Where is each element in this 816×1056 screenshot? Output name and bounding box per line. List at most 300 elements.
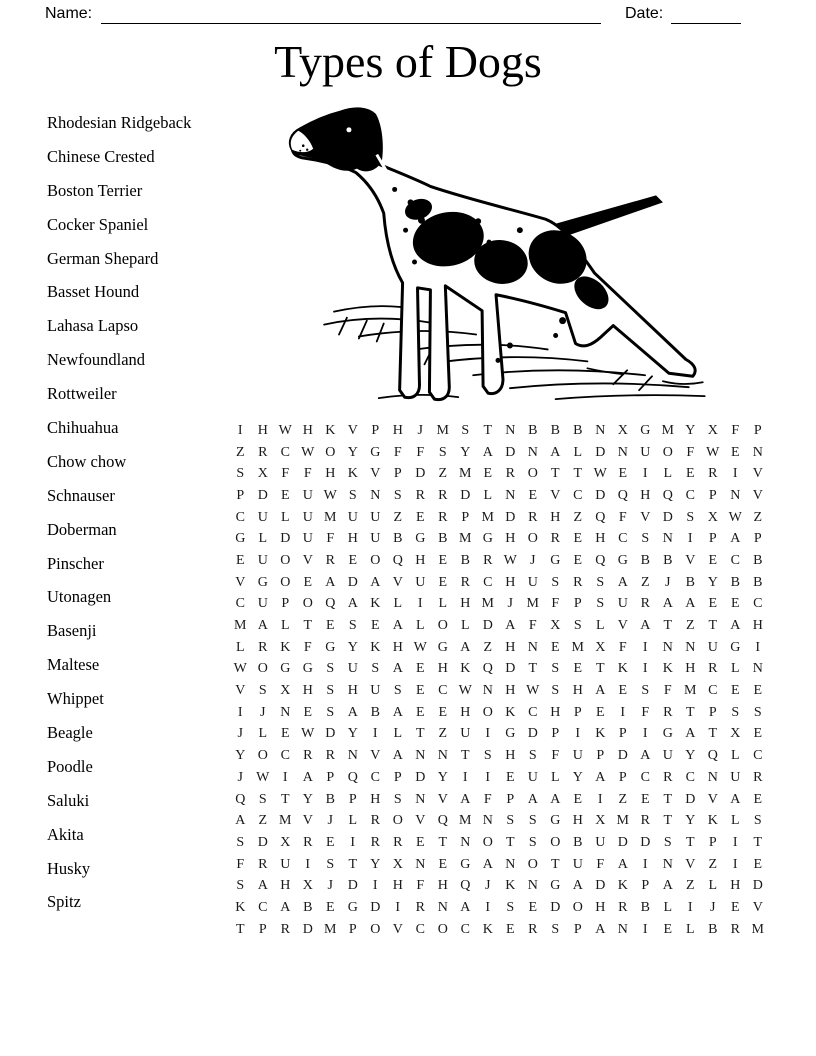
- grid-cell: J: [327, 813, 333, 829]
- grid-cell: R: [708, 466, 718, 482]
- grid-cell: E: [505, 921, 515, 937]
- grid-cell: R: [438, 509, 448, 525]
- grid-cell: T: [663, 813, 673, 829]
- word-list-item: Rottweiler: [47, 384, 117, 404]
- grid-cell: D: [662, 509, 673, 525]
- grid-cell: C: [753, 596, 763, 612]
- grid-cell: Z: [640, 574, 650, 590]
- grid-cell: Q: [235, 791, 246, 807]
- grid-cell: N: [505, 856, 516, 872]
- grid-cell: V: [235, 574, 246, 590]
- grid-cell: V: [550, 487, 561, 503]
- grid-cell: R: [325, 748, 335, 764]
- word-list-item: Lahasa Lapso: [47, 316, 139, 336]
- grid-cell: P: [596, 748, 605, 764]
- grid-cell: P: [753, 531, 762, 547]
- grid-cell: R: [640, 813, 650, 829]
- grid-cell: W: [526, 683, 540, 699]
- grid-cell: S: [326, 661, 335, 677]
- grid-cell: N: [662, 856, 673, 872]
- grid-cell: I: [642, 856, 648, 872]
- grid-cell: N: [460, 834, 471, 850]
- grid-cell: D: [595, 878, 606, 894]
- grid-cell: B: [528, 422, 538, 438]
- grid-cell: A: [595, 921, 606, 937]
- grid-cell: R: [325, 552, 335, 568]
- grid-cell: P: [753, 422, 762, 438]
- grid-cell: G: [550, 552, 561, 568]
- grid-cell: R: [280, 921, 290, 937]
- grid-cell: C: [685, 769, 695, 785]
- grid-cell: E: [595, 704, 605, 720]
- grid-cell: O: [370, 552, 381, 568]
- grid-cell: C: [573, 487, 583, 503]
- grid-cell: A: [550, 791, 561, 807]
- grid-cell: F: [281, 466, 290, 482]
- grid-cell: G: [617, 552, 628, 568]
- grid-cell: T: [235, 921, 245, 937]
- grid-cell: L: [730, 661, 740, 677]
- grid-cell: A: [685, 596, 696, 612]
- grid-cell: R: [393, 834, 403, 850]
- grid-cell: M: [661, 422, 674, 438]
- date-input-line[interactable]: [671, 23, 741, 24]
- grid-cell: S: [551, 683, 560, 699]
- grid-cell: P: [393, 769, 402, 785]
- grid-cell: A: [550, 444, 561, 460]
- grid-cell: A: [392, 661, 403, 677]
- grid-cell: X: [707, 509, 718, 525]
- grid-cell: M: [616, 813, 629, 829]
- grid-cell: C: [258, 899, 268, 915]
- grid-cell: A: [302, 769, 313, 785]
- grid-cell: N: [752, 444, 763, 460]
- grid-cell: X: [595, 639, 606, 655]
- grid-cell: D: [640, 834, 651, 850]
- grid-cell: E: [730, 683, 740, 699]
- grid-cell: O: [662, 444, 673, 460]
- grid-cell: J: [327, 878, 333, 894]
- grid-cell: V: [347, 422, 358, 438]
- grid-cell: U: [302, 509, 313, 525]
- grid-cell: V: [707, 791, 718, 807]
- grid-cell: K: [505, 704, 516, 720]
- grid-cell: G: [370, 444, 381, 460]
- grid-cell: R: [370, 813, 380, 829]
- grid-cell: I: [732, 834, 738, 850]
- grid-cell: M: [324, 921, 337, 937]
- grid-cell: J: [507, 596, 513, 612]
- grid-cell: S: [753, 704, 762, 720]
- grid-cell: V: [392, 921, 403, 937]
- grid-cell: R: [573, 574, 583, 590]
- grid-cell: X: [550, 618, 561, 634]
- name-input-line[interactable]: [101, 23, 601, 24]
- grid-cell: H: [595, 899, 606, 915]
- grid-cell: X: [280, 834, 291, 850]
- grid-cell: P: [641, 878, 650, 894]
- grid-cell: N: [415, 856, 426, 872]
- grid-cell: H: [460, 596, 471, 612]
- word-list-item: Saluki: [47, 790, 90, 810]
- grid-cell: I: [305, 856, 311, 872]
- grid-cell: K: [617, 878, 628, 894]
- grid-cell: Z: [393, 509, 403, 525]
- grid-cell: P: [708, 704, 717, 720]
- grid-cell: G: [505, 726, 516, 742]
- grid-cell: A: [595, 683, 606, 699]
- grid-cell: T: [663, 791, 673, 807]
- grid-cell: D: [460, 487, 471, 503]
- grid-cell: D: [280, 531, 291, 547]
- grid-cell: D: [347, 574, 358, 590]
- grid-cell: Q: [325, 596, 336, 612]
- grid-cell: V: [392, 574, 403, 590]
- grid-cell: S: [641, 531, 650, 547]
- grid-cell: S: [461, 422, 470, 438]
- grid-cell: B: [303, 899, 313, 915]
- grid-cell: I: [350, 834, 356, 850]
- grid-cell: B: [393, 531, 403, 547]
- grid-cell: O: [392, 813, 403, 829]
- grid-cell: P: [708, 487, 717, 503]
- grid-cell: U: [302, 531, 313, 547]
- grid-cell: P: [348, 791, 357, 807]
- grid-cell: B: [753, 552, 763, 568]
- grid-cell: E: [730, 899, 740, 915]
- grid-cell: N: [415, 791, 426, 807]
- grid-cell: F: [528, 618, 537, 634]
- grid-cell: H: [392, 639, 403, 655]
- grid-cell: O: [257, 748, 268, 764]
- grid-cell: E: [438, 704, 448, 720]
- grid-cell: A: [730, 618, 741, 634]
- grid-cell: I: [395, 899, 401, 915]
- grid-cell: R: [258, 639, 268, 655]
- grid-cell: Z: [573, 509, 583, 525]
- grid-cell: B: [753, 574, 763, 590]
- grid-cell: A: [662, 596, 673, 612]
- grid-cell: N: [347, 748, 358, 764]
- grid-cell: E: [573, 791, 583, 807]
- grid-cell: E: [573, 661, 583, 677]
- grid-cell: H: [460, 704, 471, 720]
- grid-cell: D: [505, 509, 516, 525]
- grid-cell: S: [326, 704, 335, 720]
- grid-cell: Q: [707, 748, 718, 764]
- grid-cell: L: [685, 921, 695, 937]
- grid-cell: H: [392, 422, 403, 438]
- grid-cell: D: [550, 899, 561, 915]
- grid-cell: K: [617, 661, 628, 677]
- grid-cell: I: [687, 531, 693, 547]
- grid-cell: R: [505, 466, 515, 482]
- grid-cell: Q: [662, 487, 673, 503]
- grid-cell: E: [438, 574, 448, 590]
- grid-cell: S: [236, 878, 245, 894]
- grid-cell: R: [415, 487, 425, 503]
- grid-cell: F: [596, 856, 605, 872]
- grid-cell: H: [685, 661, 696, 677]
- grid-cell: K: [595, 726, 606, 742]
- grid-cell: S: [551, 661, 560, 677]
- grid-cell: U: [257, 509, 268, 525]
- grid-cell: D: [325, 726, 336, 742]
- grid-cell: A: [640, 618, 651, 634]
- grid-cell: F: [416, 878, 425, 894]
- grid-cell: B: [663, 552, 673, 568]
- word-list-item: Cocker Spaniel: [47, 214, 149, 234]
- grid-cell: L: [235, 639, 245, 655]
- grid-cell: G: [302, 661, 313, 677]
- grid-cell: A: [325, 574, 336, 590]
- grid-cell: X: [302, 878, 313, 894]
- grid-cell: C: [753, 748, 763, 764]
- grid-cell: Y: [347, 444, 358, 460]
- grid-cell: E: [438, 856, 448, 872]
- grid-cell: O: [572, 899, 583, 915]
- dog-eye: [346, 127, 351, 132]
- grid-cell: I: [642, 639, 648, 655]
- grid-cell: R: [370, 834, 380, 850]
- grid-cell: B: [460, 552, 470, 568]
- grid-cell: O: [527, 856, 538, 872]
- grid-cell: A: [482, 444, 493, 460]
- word-list-item: Boston Terrier: [47, 180, 143, 200]
- grid-cell: V: [752, 466, 763, 482]
- grid-cell: V: [437, 791, 448, 807]
- grid-cell: U: [527, 769, 538, 785]
- grid-cell: R: [663, 769, 673, 785]
- grid-cell: A: [460, 899, 471, 915]
- grid-cell: N: [707, 769, 718, 785]
- grid-cell: N: [280, 704, 291, 720]
- grid-cell: A: [257, 618, 268, 634]
- grid-cell: N: [752, 661, 763, 677]
- grid-cell: U: [707, 639, 718, 655]
- grid-cell: I: [642, 726, 648, 742]
- grid-cell: T: [460, 748, 470, 764]
- grid-cell: U: [460, 726, 471, 742]
- grid-cell: O: [370, 921, 381, 937]
- grid-cell: I: [372, 726, 378, 742]
- grid-cell: D: [505, 661, 516, 677]
- grid-cell: O: [280, 574, 291, 590]
- grid-cell: I: [732, 856, 738, 872]
- grid-cell: F: [416, 444, 425, 460]
- grid-cell: A: [392, 704, 403, 720]
- grid-cell: N: [662, 639, 673, 655]
- word-list-item: Spitz: [47, 892, 81, 912]
- page-title: Types of Dogs: [274, 36, 542, 87]
- grid-cell: B: [708, 921, 718, 937]
- grid-cell: A: [505, 618, 516, 634]
- grid-cell: E: [573, 531, 583, 547]
- grid-cell: K: [370, 596, 381, 612]
- grid-cell: H: [257, 422, 268, 438]
- grid-cell: E: [573, 552, 583, 568]
- grid-cell: S: [528, 748, 537, 764]
- grid-cell: F: [236, 856, 245, 872]
- grid-cell: K: [347, 466, 358, 482]
- grid-cell: A: [235, 813, 246, 829]
- grid-cell: I: [732, 466, 738, 482]
- grid-cell: Y: [707, 574, 718, 590]
- grid-cell: G: [482, 531, 493, 547]
- grid-cell: Y: [685, 813, 696, 829]
- grid-cell: E: [325, 899, 335, 915]
- word-list-item: Whippet: [47, 689, 104, 709]
- grid-cell: K: [707, 813, 718, 829]
- grid-cell: E: [753, 726, 763, 742]
- grid-cell: S: [371, 661, 380, 677]
- grid-cell: R: [663, 704, 673, 720]
- grid-cell: F: [641, 704, 650, 720]
- grid-cell: L: [460, 618, 470, 634]
- grid-cell: C: [730, 552, 740, 568]
- grid-cell: S: [348, 487, 357, 503]
- grid-cell: A: [617, 856, 628, 872]
- grid-cell: B: [730, 574, 740, 590]
- grid-cell: J: [530, 552, 536, 568]
- grid-cell: W: [458, 683, 472, 699]
- grid-cell: U: [730, 769, 741, 785]
- grid-cell: T: [550, 466, 560, 482]
- grid-cell: H: [302, 422, 313, 438]
- word-list-item: Maltese: [47, 655, 100, 675]
- grid-cell: S: [393, 791, 402, 807]
- grid-cell: R: [303, 748, 313, 764]
- grid-cell: O: [527, 466, 538, 482]
- grid-cell: J: [485, 878, 491, 894]
- grid-cell: B: [370, 704, 380, 720]
- grid-cell: M: [279, 813, 292, 829]
- grid-cell: V: [752, 487, 763, 503]
- date-label: Date:: [625, 5, 664, 22]
- grid-cell: T: [573, 466, 583, 482]
- grid-cell: L: [663, 899, 673, 915]
- grid-cell: G: [640, 422, 651, 438]
- grid-cell: J: [665, 574, 671, 590]
- grid-cell: A: [482, 856, 493, 872]
- grid-cell: T: [528, 661, 538, 677]
- grid-cell: D: [595, 487, 606, 503]
- grid-cell: C: [415, 921, 425, 937]
- grid-cell: S: [528, 834, 537, 850]
- grid-cell: O: [527, 531, 538, 547]
- grid-cell: P: [708, 531, 717, 547]
- grid-cell: T: [685, 834, 695, 850]
- grid-cell: N: [730, 487, 741, 503]
- grid-cell: Z: [258, 813, 268, 829]
- grid-cell: O: [280, 552, 291, 568]
- grid-cell: T: [348, 856, 358, 872]
- grid-cell: E: [753, 856, 763, 872]
- grid-cell: I: [462, 769, 468, 785]
- grid-cell: U: [347, 509, 358, 525]
- grid-cell: M: [459, 466, 472, 482]
- grid-cell: H: [325, 466, 336, 482]
- grid-cell: E: [483, 466, 493, 482]
- grid-cell: Y: [347, 639, 358, 655]
- grid-cell: N: [505, 422, 516, 438]
- word-list-item: Husky: [47, 858, 91, 878]
- grid-cell: F: [393, 444, 402, 460]
- grid-cell: O: [302, 596, 313, 612]
- grid-cell: F: [618, 639, 627, 655]
- grid-cell: P: [326, 769, 335, 785]
- grid-cell: E: [685, 466, 695, 482]
- word-list-item: Utonagen: [47, 587, 112, 607]
- grid-cell: S: [641, 683, 650, 699]
- grid-cell: L: [708, 878, 718, 894]
- grid-cell: N: [505, 487, 516, 503]
- grid-cell: I: [575, 726, 581, 742]
- grid-cell: H: [505, 639, 516, 655]
- grid-cell: K: [325, 422, 336, 438]
- grid-cell: G: [662, 726, 673, 742]
- grid-cell: P: [348, 921, 357, 937]
- grid-cell: A: [280, 899, 291, 915]
- grid-cell: C: [618, 531, 628, 547]
- grid-cell: A: [392, 618, 403, 634]
- grid-cell: P: [618, 769, 627, 785]
- grid-cell: F: [686, 444, 695, 460]
- grid-cell: F: [551, 596, 560, 612]
- grid-cell: L: [415, 618, 425, 634]
- word-list-item: Beagle: [47, 723, 93, 743]
- grid-cell: H: [550, 704, 561, 720]
- grid-cell: U: [415, 574, 426, 590]
- grid-cell: I: [755, 639, 761, 655]
- grid-cell: Q: [482, 661, 493, 677]
- grid-cell: V: [302, 813, 313, 829]
- grid-cell: E: [708, 552, 718, 568]
- grid-cell: Q: [460, 878, 471, 894]
- grid-cell: H: [280, 878, 291, 894]
- grid-cell: S: [393, 487, 402, 503]
- grid-cell: A: [640, 748, 651, 764]
- grid-cell: O: [257, 661, 268, 677]
- grid-cell: V: [617, 618, 628, 634]
- grid-cell: E: [550, 639, 560, 655]
- grid-cell: F: [326, 531, 335, 547]
- grid-cell: L: [730, 813, 740, 829]
- grid-cell: N: [437, 899, 448, 915]
- grid-cell: L: [348, 813, 358, 829]
- grid-cell: I: [417, 596, 423, 612]
- grid-cell: P: [506, 791, 515, 807]
- grid-cell: H: [550, 509, 561, 525]
- grid-cell: Y: [370, 856, 381, 872]
- grid-cell: I: [372, 878, 378, 894]
- word-list-item: Chow chow: [47, 451, 127, 471]
- grid-cell: G: [437, 639, 448, 655]
- grid-cell: Z: [438, 466, 448, 482]
- grid-cell: S: [596, 574, 605, 590]
- grid-cell: H: [347, 531, 358, 547]
- grid-cell: Y: [235, 748, 246, 764]
- grid-cell: E: [730, 444, 740, 460]
- grid-cell: D: [685, 791, 696, 807]
- grid-cell: N: [617, 921, 628, 937]
- grid-cell: A: [347, 704, 358, 720]
- grid-cell: D: [595, 444, 606, 460]
- grid-cell: Z: [235, 444, 245, 460]
- grid-cell: A: [685, 726, 696, 742]
- grid-cell: I: [485, 769, 491, 785]
- grid-cell: S: [506, 813, 515, 829]
